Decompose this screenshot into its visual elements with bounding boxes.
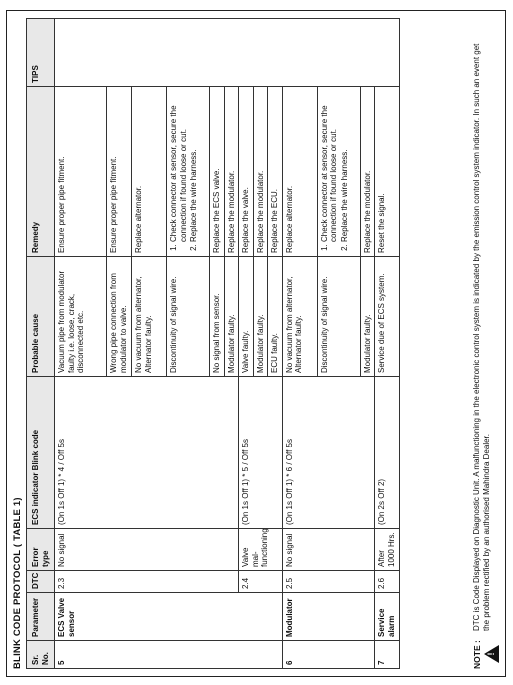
cell-sr: 7 [375,641,400,669]
header-parameter: Parameter [27,593,55,641]
cell-cause: Valve faulty. [239,257,254,377]
cell-parameter: Service alarm [375,593,400,641]
cell-remedy: Replace the modulator. [224,87,239,257]
cell-remedy: Replace the modulator. [360,87,375,257]
remedy-step: 1. Check connector at sensor, secure the connection if found loose or cut. [169,90,188,242]
cell-cause: Wrong pipe connection from modulator to valve. [107,257,132,377]
cell-sr: 6 [282,641,375,669]
cell-remedy [317,87,360,257]
header-probable-cause: Probable cause [27,257,55,377]
header-tips: TIPS [27,19,55,87]
cell-blink-code: (On 1s Off 1) * 6 / Off 5s [282,377,375,529]
cell-error-type: Valve mal-functioning [239,529,283,571]
table-row [375,19,400,669]
table-row [239,19,254,669]
cell-remedy [167,87,210,257]
cell-cause: Modulator faulty. [360,257,375,377]
note-text: DTC is Code Displayed on Diagnostic Unit. A malfunctioning in the electronic control system is indicated by the emission control system indicator. In such an event get the problem rectified by an authorised Mahindra Dealer. [472,43,491,631]
table-row [55,19,107,669]
header-remedy: Remedy [27,87,55,257]
cell-dtc: 2.6 [375,571,400,593]
cell-blink-code: (On 1s Off 1) * 4 / Off 5s [55,377,239,529]
cell-remedy: Ensure proper pipe fitment. [55,87,107,257]
header-sr: Sr. No. [27,641,55,669]
cell-blink-code: (On 2s Off 2) [375,377,400,529]
document-title: BLINK CODE PROTOCOL ( TABLE 1) [12,497,23,669]
cell-dtc: 2.3 [55,571,239,593]
cell-remedy: Replace the valve. [239,87,254,257]
cell-cause: No signal from sensor. [210,257,225,377]
cell-sr: 5 [55,641,283,669]
remedy-step: 2. Replace the wire harness. [340,90,350,242]
cell-remedy: Replace the ECU. [268,87,283,257]
cell-error-type: No signal [282,529,375,571]
cell-parameter: ECS Valve sensor [55,593,283,641]
remedy-step: 2. Replace the wire harness. [189,90,199,242]
table-row [282,19,317,669]
cell-cause: No vacuum from alternator, Alternator faulty. [282,257,317,377]
cell-tips [55,19,400,87]
cell-cause: Modulator faulty. [253,257,268,377]
cell-cause: No vacuum from alternator, Alternator faulty. [132,257,167,377]
cell-cause: Service due of ECS system. [375,257,400,377]
header-error-type: Error type [27,529,55,571]
cell-remedy: Replace the modulator. [253,87,268,257]
header-dtc: DTC [27,571,55,593]
cell-remedy: Replace alternator. [282,87,317,257]
cell-cause: Discontinuity of signal wire. [167,257,210,377]
cell-dtc: 2.4 [239,571,283,593]
cell-error-type: After 1000 Hrs. [375,529,400,571]
cell-remedy: Replace the ECS valve. [210,87,225,257]
cell-error-type: No signal [55,529,239,571]
cell-cause: Vacuum pipe from modulator faulty i.e. loose, crack, disconnected etc. [55,257,107,377]
note-label: NOTE : [472,640,482,669]
warning-icon-mark: ! [486,652,496,656]
remedy-list [169,90,199,253]
cell-blink-code: (On 1s Off 1) * 5 / Off 5s [239,377,283,529]
cell-dtc: 2.5 [282,571,375,593]
cell-cause: Discontinuity of signal wire. [317,257,360,377]
cell-parameter: Modulator [282,593,375,641]
blink-code-table [26,18,400,669]
remedy-list [320,90,350,253]
cell-remedy: Ensure proper pipe fitment. [107,87,132,257]
header-blink-code: ECS indicator Blink code [27,377,55,529]
cell-remedy: Reset the signal. [375,87,400,257]
cell-cause: ECU faulty. [268,257,283,377]
cell-remedy: Replace alternator. [132,87,167,257]
cell-cause: Modulator faulty. [224,257,239,377]
remedy-step: 1. Check connector at sensor, secure the connection if found loose or cut. [320,90,339,242]
table-header-row [27,19,55,669]
